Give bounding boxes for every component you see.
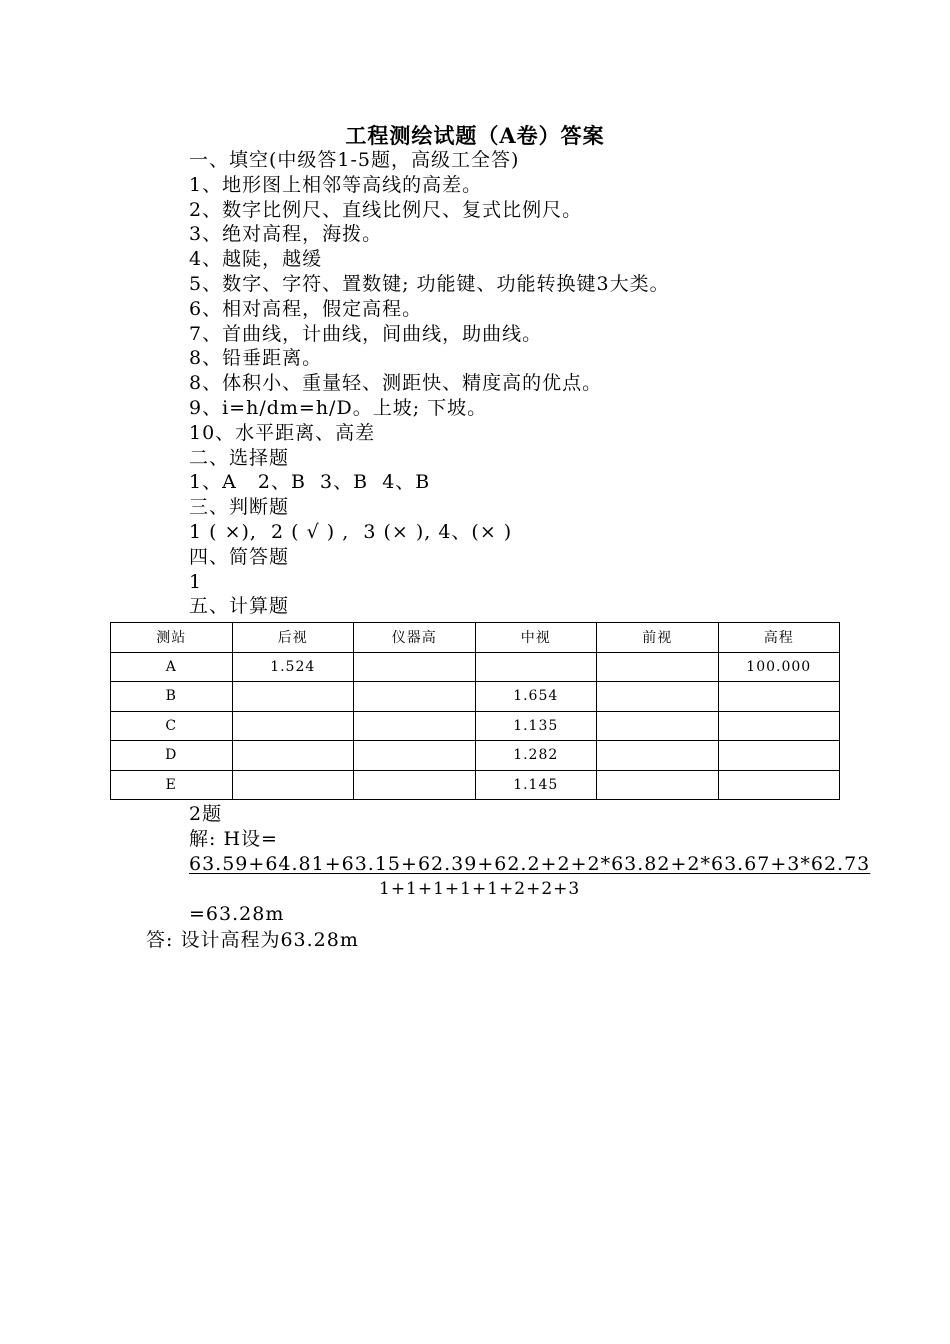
text-line: 8、铅垂距离。 (189, 347, 323, 370)
table-cell (718, 711, 840, 741)
table-cell (232, 741, 354, 771)
text-line: 5、数字、字符、置数键; 功能键、功能转换键3大类。 (189, 272, 670, 295)
text-line: 6、相对高程，假定高程。 (189, 297, 423, 320)
table-cell (232, 682, 354, 712)
table-row (111, 682, 840, 712)
table-header-row (111, 623, 840, 653)
formula-numerator: 63.59+64.81+63.15+62.39+62.2+2+2*63.82+2*63.67+3*62.73 (189, 853, 871, 875)
table-cell (718, 770, 840, 800)
section-heading: 三、判断题 (189, 496, 290, 519)
section-heading: 二、选择题 (189, 446, 290, 469)
table-cell (597, 770, 719, 800)
formula-result: =63.28m (189, 903, 285, 925)
table-row (111, 711, 840, 741)
table-cell (597, 652, 719, 682)
table-cell (354, 770, 476, 800)
table-row (111, 741, 840, 771)
formula-denominator: 1+1+1+1+1+2+2+3 (379, 879, 581, 899)
table-cell: E (111, 770, 233, 800)
table-cell (232, 711, 354, 741)
table-cell: 1.135 (475, 711, 597, 741)
text-line: 3、绝对高程，海拨。 (189, 223, 383, 246)
header-intermediate-sight: 中视 (475, 623, 597, 653)
final-answer: 答: 设计高程为63.28m (146, 929, 359, 951)
table-cell: 1.282 (475, 741, 597, 771)
table-cell: D (111, 741, 233, 771)
table-cell (232, 770, 354, 800)
text-line: 4、越陡，越缓 (189, 248, 323, 271)
text-line: 1 ( ×), 2 ( √ ) , 3 (× ), 4、(× ) (189, 520, 513, 543)
table-cell: 100.000 (718, 652, 840, 682)
table-row (111, 652, 840, 682)
text-line: 1、地形图上相邻等高线的高差。 (189, 173, 483, 196)
question-2-label: 2题 (189, 803, 223, 825)
table-cell: C (111, 711, 233, 741)
table-row (111, 770, 840, 800)
header-foresight: 前视 (597, 623, 719, 653)
table-cell: A (111, 652, 233, 682)
text-line: 10、水平距离、高差 (189, 421, 376, 444)
table-cell (354, 652, 476, 682)
document-title: 工程测绘试题（A卷）答案 (345, 123, 605, 148)
header-elevation: 高程 (718, 623, 840, 653)
text-line: 1 (189, 570, 203, 593)
table-cell (354, 741, 476, 771)
table-cell (718, 741, 840, 771)
table-cell (475, 652, 597, 682)
text-line: 一、填空(中级答1-5题，高级工全答) (189, 149, 520, 171)
text-line: 8、体积小、重量轻、测距快、精度高的优点。 (189, 372, 603, 395)
table-cell: 1.145 (475, 770, 597, 800)
table-cell (718, 682, 840, 712)
solution-label: 解: H设= (189, 828, 278, 850)
table-cell (597, 682, 719, 712)
header-station: 测站 (111, 623, 233, 653)
table-cell: 1.654 (475, 682, 597, 712)
table-cell (597, 711, 719, 741)
text-line: 7、首曲线，计曲线，间曲线，助曲线。 (189, 322, 543, 345)
text-line: 1、A 2、B 3、B 4、B (189, 471, 431, 494)
header-backsight: 后视 (232, 623, 354, 653)
section-heading: 四、简答题 (189, 545, 290, 568)
table-cell (354, 711, 476, 741)
header-instrument-height: 仪器高 (354, 623, 476, 653)
answer-lines (189, 148, 889, 619)
text-line: 2、数字比例尺、直线比例尺、复式比例尺。 (189, 198, 583, 221)
leveling-table (110, 622, 840, 800)
text-line: 9、i=h/dm=h/D。上坡; 下坡。 (189, 396, 488, 419)
table-cell (597, 741, 719, 771)
section-heading: 五、计算题 (189, 595, 290, 618)
table-cell: B (111, 682, 233, 712)
table-cell: 1.524 (232, 652, 354, 682)
calculation-section (189, 802, 889, 927)
table-cell (354, 682, 476, 712)
